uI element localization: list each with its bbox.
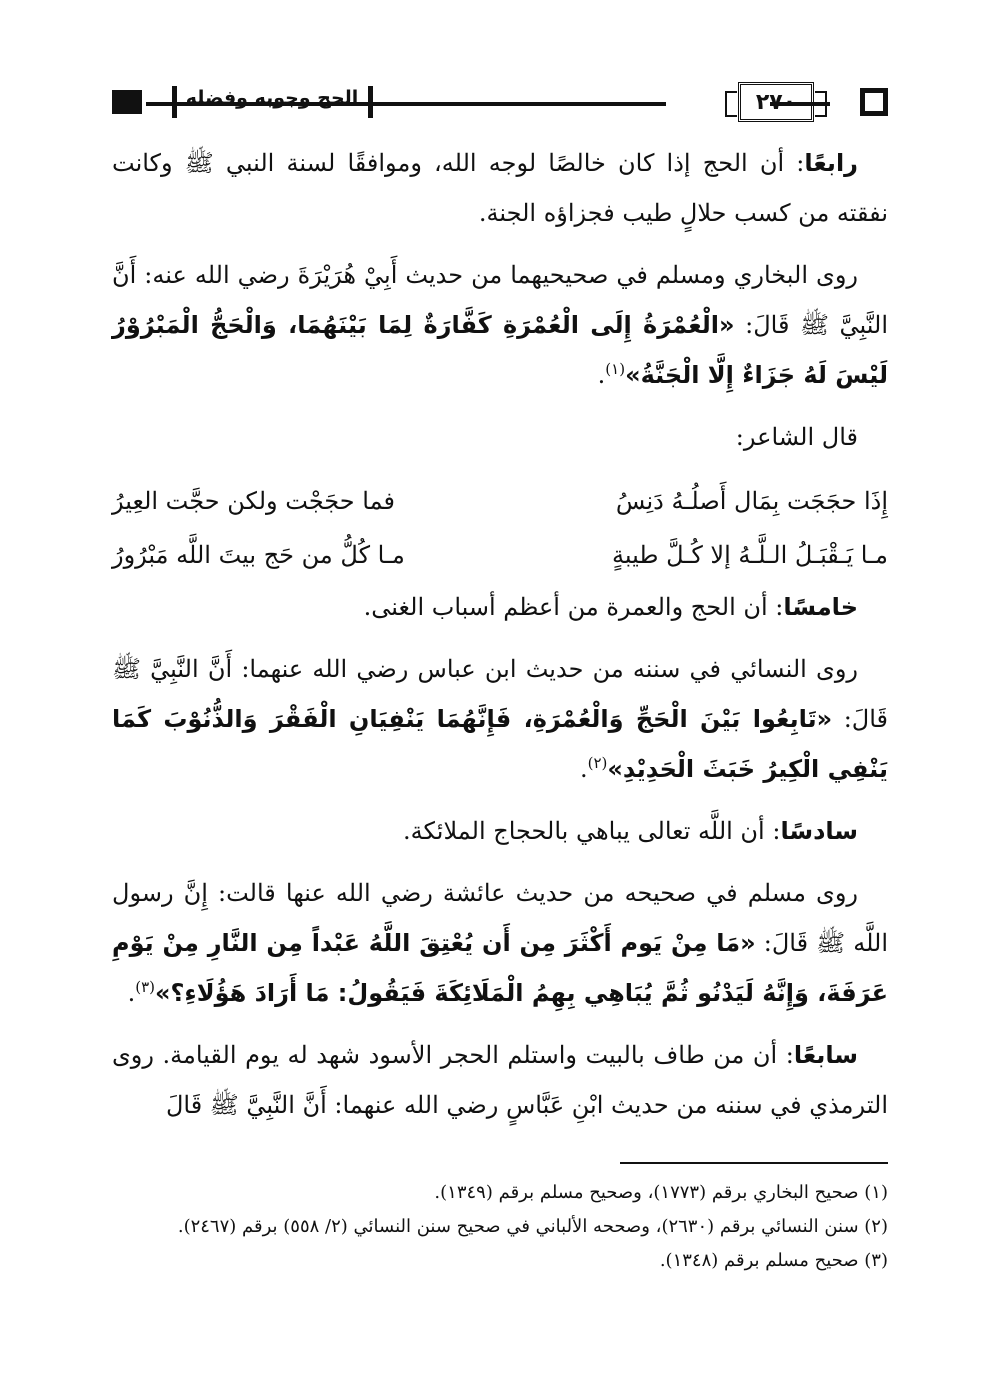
verse-first-hemistich: إِذَا حجَجَت بِمَال أَصلُـهُ دَنِسُ <box>615 487 888 515</box>
poet-intro: قال الشاعر: <box>735 423 858 451</box>
footnote-ref: (١) <box>605 360 626 378</box>
paragraph-text: : أن الحج إذا كان خالصًا لوجه الله، وموافقًا لسنة النبي ﷺ وكانت نفقته من كسب حلالٍ طيب فجزاؤه الجنة. <box>112 149 888 227</box>
hadith-text: «مَا مِنْ يَوم أَكْثَرَ مِن أَن يُعْتِقَ اللَّهُ عَبْداً مِن النَّارِ مِنْ يَوْمِ عَرَفَةَ، وَإِنَّهُ لَيَدْنُو ثُمَّ يُبَاهِي بِهِمُ الْمَلَائِكَةَ فَيَقُولُ: مَا أَرَادَ هَؤُلَاءِ؟» <box>112 929 888 1007</box>
point-label: سادسًا <box>780 817 858 845</box>
footnotes <box>112 1176 888 1278</box>
footnote-1: (١) صحيح البخاري برقم (١٧٧٣)، وصحيح مسلم برقم (١٣٤٩). <box>434 1182 888 1203</box>
paragraph-text: : أن اللَّه تعالى يباهي بالحجاج الملائكة. <box>403 817 781 845</box>
poem-verse-2 <box>112 528 888 582</box>
paragraph-sixth <box>112 806 888 856</box>
running-title: الحج وجوبه وفضله <box>185 87 359 109</box>
page-number: ٢٧٠ <box>738 82 814 122</box>
header-solid-square-ornament <box>112 90 142 114</box>
sentence-end: . <box>127 979 136 1007</box>
header-rule-short <box>770 102 830 106</box>
point-label: سابعًا <box>793 1041 858 1069</box>
footnote-2: (٢) سنن النسائي برقم (٢٦٣٠)، وصححه الألباني في صحيح سنن النسائي (٢/ ٥٥٨) برقم (٢٤٦٧). <box>177 1216 888 1237</box>
paragraph-fifth <box>112 582 888 632</box>
hadith-text: «تَابِعُوا بَيْنَ الْحَجِّ وَالْعُمْرَةِ، فَإِنَّهُمَا يَنْفِيَانِ الْفَقْرَ وَالذُّنُوْبَ كَمَا يَنْفِي الْكِيرُ خَبَثَ الْحَدِيْدِ» <box>112 705 888 783</box>
point-label: رابعًا <box>804 149 858 177</box>
sentence-end: . <box>597 361 606 389</box>
hadith-paragraph-2 <box>112 644 888 794</box>
hadith-intro: روى مسلم في صحيحه من حديث عائشة رضي الله عنها قالت: إِنَّ رسول اللَّه ﷺ قَالَ: <box>112 879 889 957</box>
poem-verse-1 <box>112 474 888 528</box>
verse-second-hemistich: مـا كُلُّ من حَج بيتَ اللَّه مَبْرُورُ <box>112 541 405 569</box>
paragraph-text: : أن من طاف بالبيت واستلم الحجر الأسود شهد له يوم القيامة. روى الترمذي في سننه من حديث ابْنِ عَبَّاسٍ رضي الله عنهما: أَنَّ النَّبِيَّ ﷺ قَالَ <box>112 1041 888 1119</box>
paragraph-text: : أن الحج والعمرة من أعظم أسباب الغنى. <box>363 593 784 621</box>
footnote-separator <box>620 1162 888 1164</box>
header-rule <box>146 102 666 106</box>
hadith-text: «الْعُمْرَةُ إِلَى الْعُمْرَةِ كَفَّارَةٌ لِمَا بَيْنَهُمَا، وَالْحَجُّ الْمَبْرُوْرُ لَيْسَ لَهُ جَزَاءٌ إِلَّا الْجَنَّةُ» <box>112 311 888 389</box>
page-header <box>110 82 888 128</box>
main-text <box>112 138 888 1130</box>
paragraph-seventh <box>112 1030 888 1130</box>
hadith-paragraph-3 <box>112 868 888 1018</box>
hadith-intro: روى البخاري ومسلم في صحيحيهما من حديث أَبِيْ هُرَيْرَةَ رضي الله عنه: أَنَّ النَّبِيَّ ﷺ قَالَ: <box>112 261 889 339</box>
footnote-ref: (٣) <box>135 978 155 996</box>
hadith-paragraph-1 <box>112 250 888 400</box>
sentence-end: . <box>579 755 588 783</box>
verse-first-hemistich: مـا يَـقْبَـلُ الـلَّـهُ إلا كُـلَّ طيبةٍ <box>612 541 888 569</box>
paragraph-fourth <box>112 138 888 238</box>
footnote-3: (٣) صحيح مسلم برقم (١٣٤٨). <box>659 1250 888 1271</box>
hadith-intro: روى النسائي في سننه من حديث ابن عباس رضي الله عنهما: أَنَّ النَّبِيَّ ﷺ قَالَ: <box>112 655 888 733</box>
header-hollow-square-ornament <box>860 88 888 116</box>
verse-second-hemistich: فما حجَجْت ولكن حجَّت العِيرُ <box>112 487 395 515</box>
footnote-ref: (٢) <box>587 754 608 772</box>
point-label: خامسًا <box>783 593 858 621</box>
